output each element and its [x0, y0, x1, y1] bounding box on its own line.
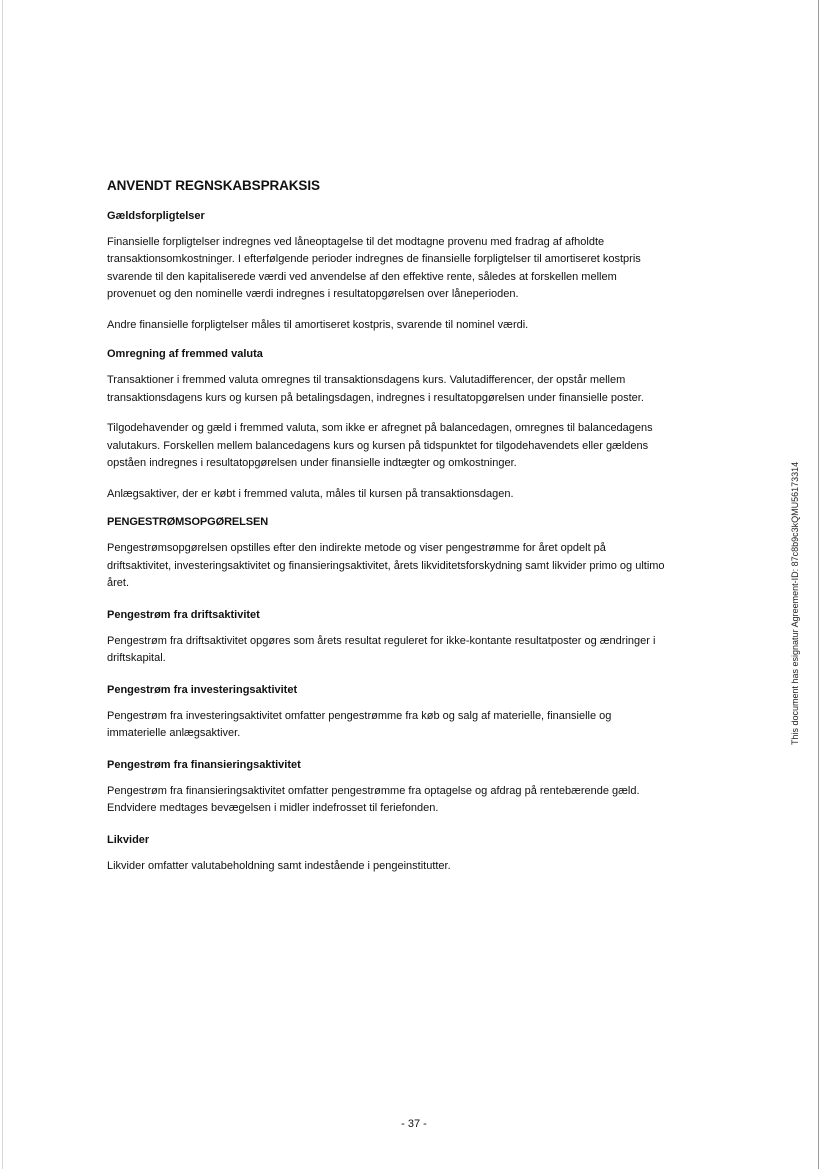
section-heading-driftsaktivitet: Pengestrøm fra driftsaktivitet: [107, 608, 260, 621]
section-heading-investeringsaktivitet: Pengestrøm fra investeringsaktivitet: [107, 683, 298, 696]
scan-edge-left: [2, 0, 3, 1169]
section-heading-gaeldsforpligtelser: Gældsforpligtelser: [107, 210, 205, 222]
page-title: ANVENDT REGNSKABSPRAKSIS: [107, 178, 320, 193]
paragraph: Pengestrøm fra investeringsaktivitet omfatter pengestrømme fra køb og salg af materielle, finansielle og immaterielle anlægsaktiver.: [107, 709, 612, 740]
section-heading-pengestroemsopgoerelsen: PENGESTRØMSOPGØRELSEN: [107, 516, 269, 529]
section-heading-finansieringsaktivitet: Pengestrøm fra finansieringsaktivitet: [107, 758, 301, 771]
paragraph: Tilgodehavender og gæld i fremmed valuta, som ikke er afregnet på balancedagen, omregnes til balancedagens valutakurs. Forskellen mellem balancedagens kurs og kursen på tidspunktet for tilgodehavendets eller gældens opståen indregnes i resultatopgørelsen under finansielle indtægter og omkostninger.: [107, 422, 653, 470]
paragraph: Andre finansielle forpligtelser måles til amortiseret kostpris, svarende til nominel værdi.: [107, 318, 529, 331]
section-heading-omregning: Omregning af fremmed valuta: [107, 348, 263, 361]
paragraph: Pengestrøm fra finansieringsaktivitet omfatter pengestrømme fra optagelse og afdrag på rentebærende gæld. Endvidere medtages bevægelsen i midler indefrosset til feriefonden.: [107, 784, 640, 815]
esignatur-side-note: This document has esignatur Agreement-ID: 87c8b9c3kQMU56173314: [790, 461, 800, 745]
paragraph: Pengestrømsopgørelsen opstilles efter den indirekte metode og viser pengestrømme for året opdelt på driftsaktivitet, investeringsaktivitet og finansieringsaktivitet, årets likviditetsforskydning samt likvider primo og ultimo året.: [107, 542, 665, 590]
paragraph: Transaktioner i fremmed valuta omregnes til transaktionsdagens kurs. Valutadifferencer, der opstår mellem transaktionsdagens kurs og kursen på betalingsdagen, indregnes i resultatopgørelsen under finansielle poster.: [107, 374, 644, 404]
scan-edge-right: [818, 0, 819, 1169]
paragraph: Likvider omfatter valutabeholdning samt indestående i pengeinstitutter.: [107, 859, 451, 872]
paragraph: Anlægsaktiver, der er købt i fremmed valuta, måles til kursen på transaktionsdagen.: [107, 487, 514, 500]
document-page: [107, 178, 667, 890]
page-number: - 37 -: [401, 1118, 427, 1130]
paragraph: Finansielle forpligtelser indregnes ved låneoptagelse til det modtagne provenu med fradrag af afholdte transaktionsomkostninger. I efterfølgende perioder indregnes de finansielle forpligtelser til amortiseret kostpris svarende til den kapitaliserede værdi ved anvendelse af den effektive rente, således at forskellen mellem provenuet og den nominelle værdi indregnes i resultatopgørelsen over låneperioden.: [107, 236, 641, 301]
section-heading-likvider: Likvider: [107, 833, 150, 846]
paragraph: Pengestrøm fra driftsaktivitet opgøres som årets resultat reguleret for ikke-kontante resultatposter og ændringer i driftskapital.: [107, 634, 656, 665]
